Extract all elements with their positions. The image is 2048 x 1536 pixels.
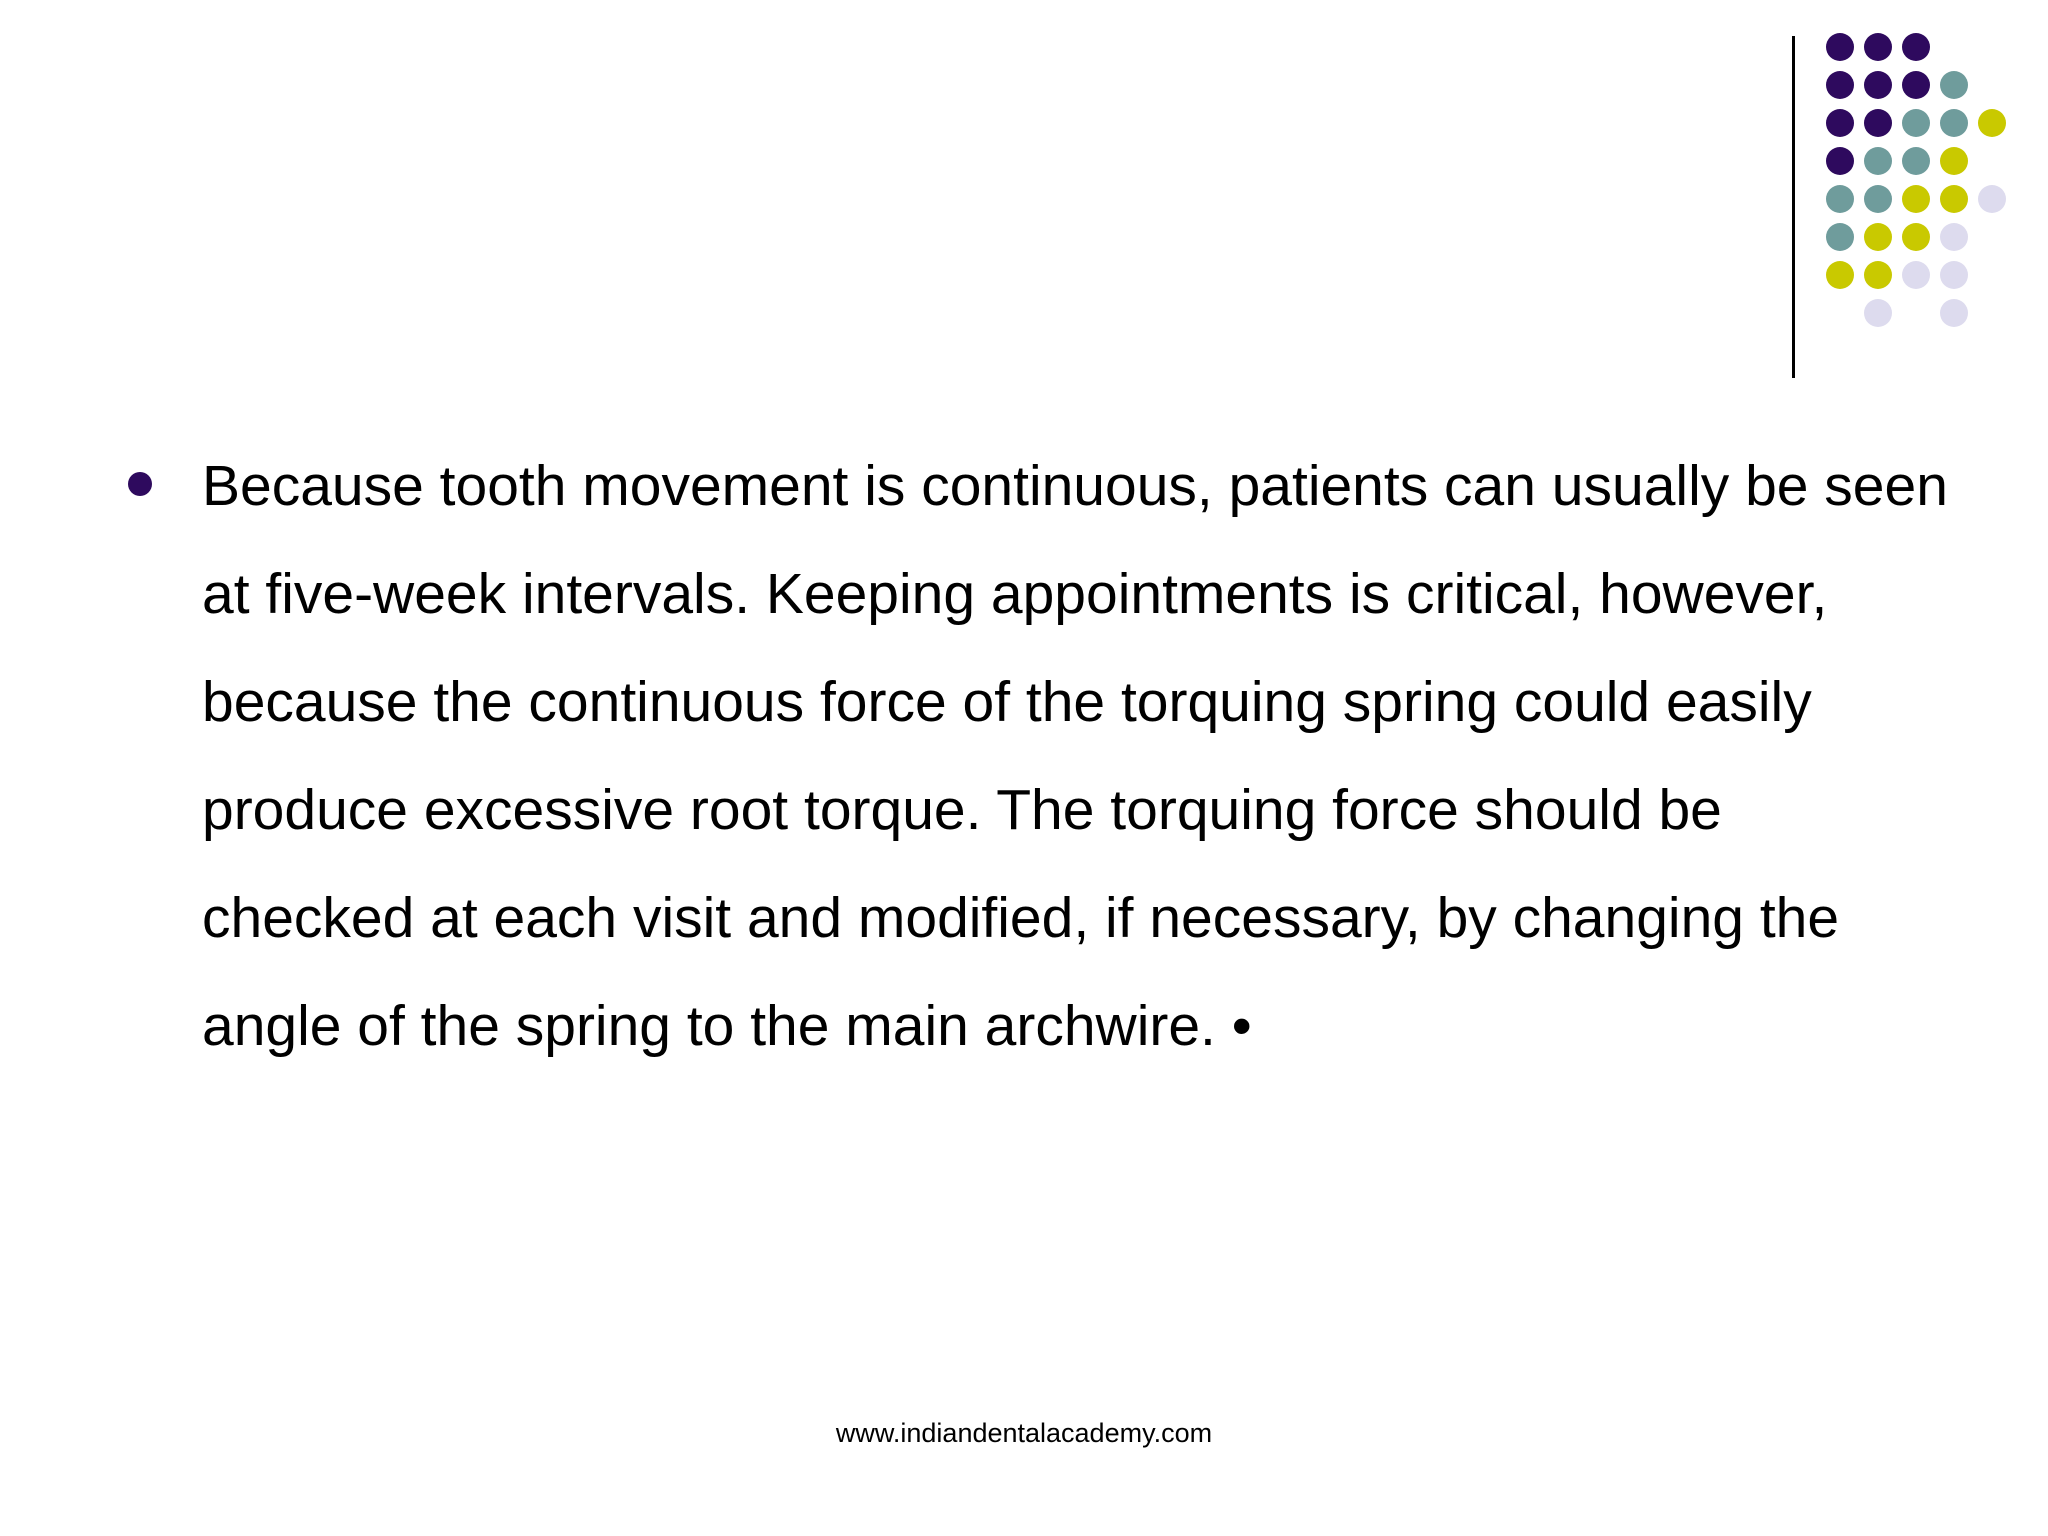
decorative-dot — [1864, 223, 1892, 251]
decorative-dot — [1864, 71, 1892, 99]
decorative-dot — [1864, 33, 1892, 61]
decorative-dot — [1940, 109, 1968, 137]
decorative-dot — [1902, 261, 1930, 289]
slide-content — [120, 432, 1950, 1080]
decorative-dot — [1940, 185, 1968, 213]
decorative-dot — [1826, 33, 1854, 61]
decorative-dot — [1864, 109, 1892, 137]
decorative-dot — [1940, 299, 1968, 327]
decorative-dot — [1902, 33, 1930, 61]
decorative-dot — [1902, 185, 1930, 213]
decorative-dot — [1940, 261, 1968, 289]
bullet-dot-icon — [128, 472, 152, 496]
decorative-dot-grid — [0, 0, 2048, 400]
decorative-dot — [1902, 71, 1930, 99]
decorative-dot — [1902, 147, 1930, 175]
decorative-dot — [1826, 261, 1854, 289]
decorative-dot — [1940, 147, 1968, 175]
decorative-dot — [1978, 109, 2006, 137]
decorative-dot — [1978, 185, 2006, 213]
decorative-dot — [1940, 223, 1968, 251]
decorative-dot — [1902, 223, 1930, 251]
decorative-dot — [1826, 71, 1854, 99]
decorative-dot — [1826, 109, 1854, 137]
decorative-dot — [1826, 185, 1854, 213]
decorative-dot — [1826, 147, 1854, 175]
footer-url: www.indiandentalacademy.com — [835, 1418, 1213, 1448]
bullet-text: Because tooth movement is continuous, patients can usually be seen at five-week intervals. Keeping appointments is critical, however, because the continuous force of the torquing spring could easily produce excessive root torque. The torquing force should be checked at each visit and modified, if necessary, by changing the angle of the spring to the main archwire. • — [202, 454, 1948, 1058]
decorative-dot — [1864, 261, 1892, 289]
decorative-dot — [1826, 223, 1854, 251]
decorative-dot — [1864, 147, 1892, 175]
vertical-divider — [1792, 36, 1795, 378]
decorative-dot — [1902, 109, 1930, 137]
bullet-item — [120, 432, 1950, 1080]
decorative-dot — [1864, 185, 1892, 213]
decorative-dot — [1864, 299, 1892, 327]
decorative-dot — [1940, 71, 1968, 99]
